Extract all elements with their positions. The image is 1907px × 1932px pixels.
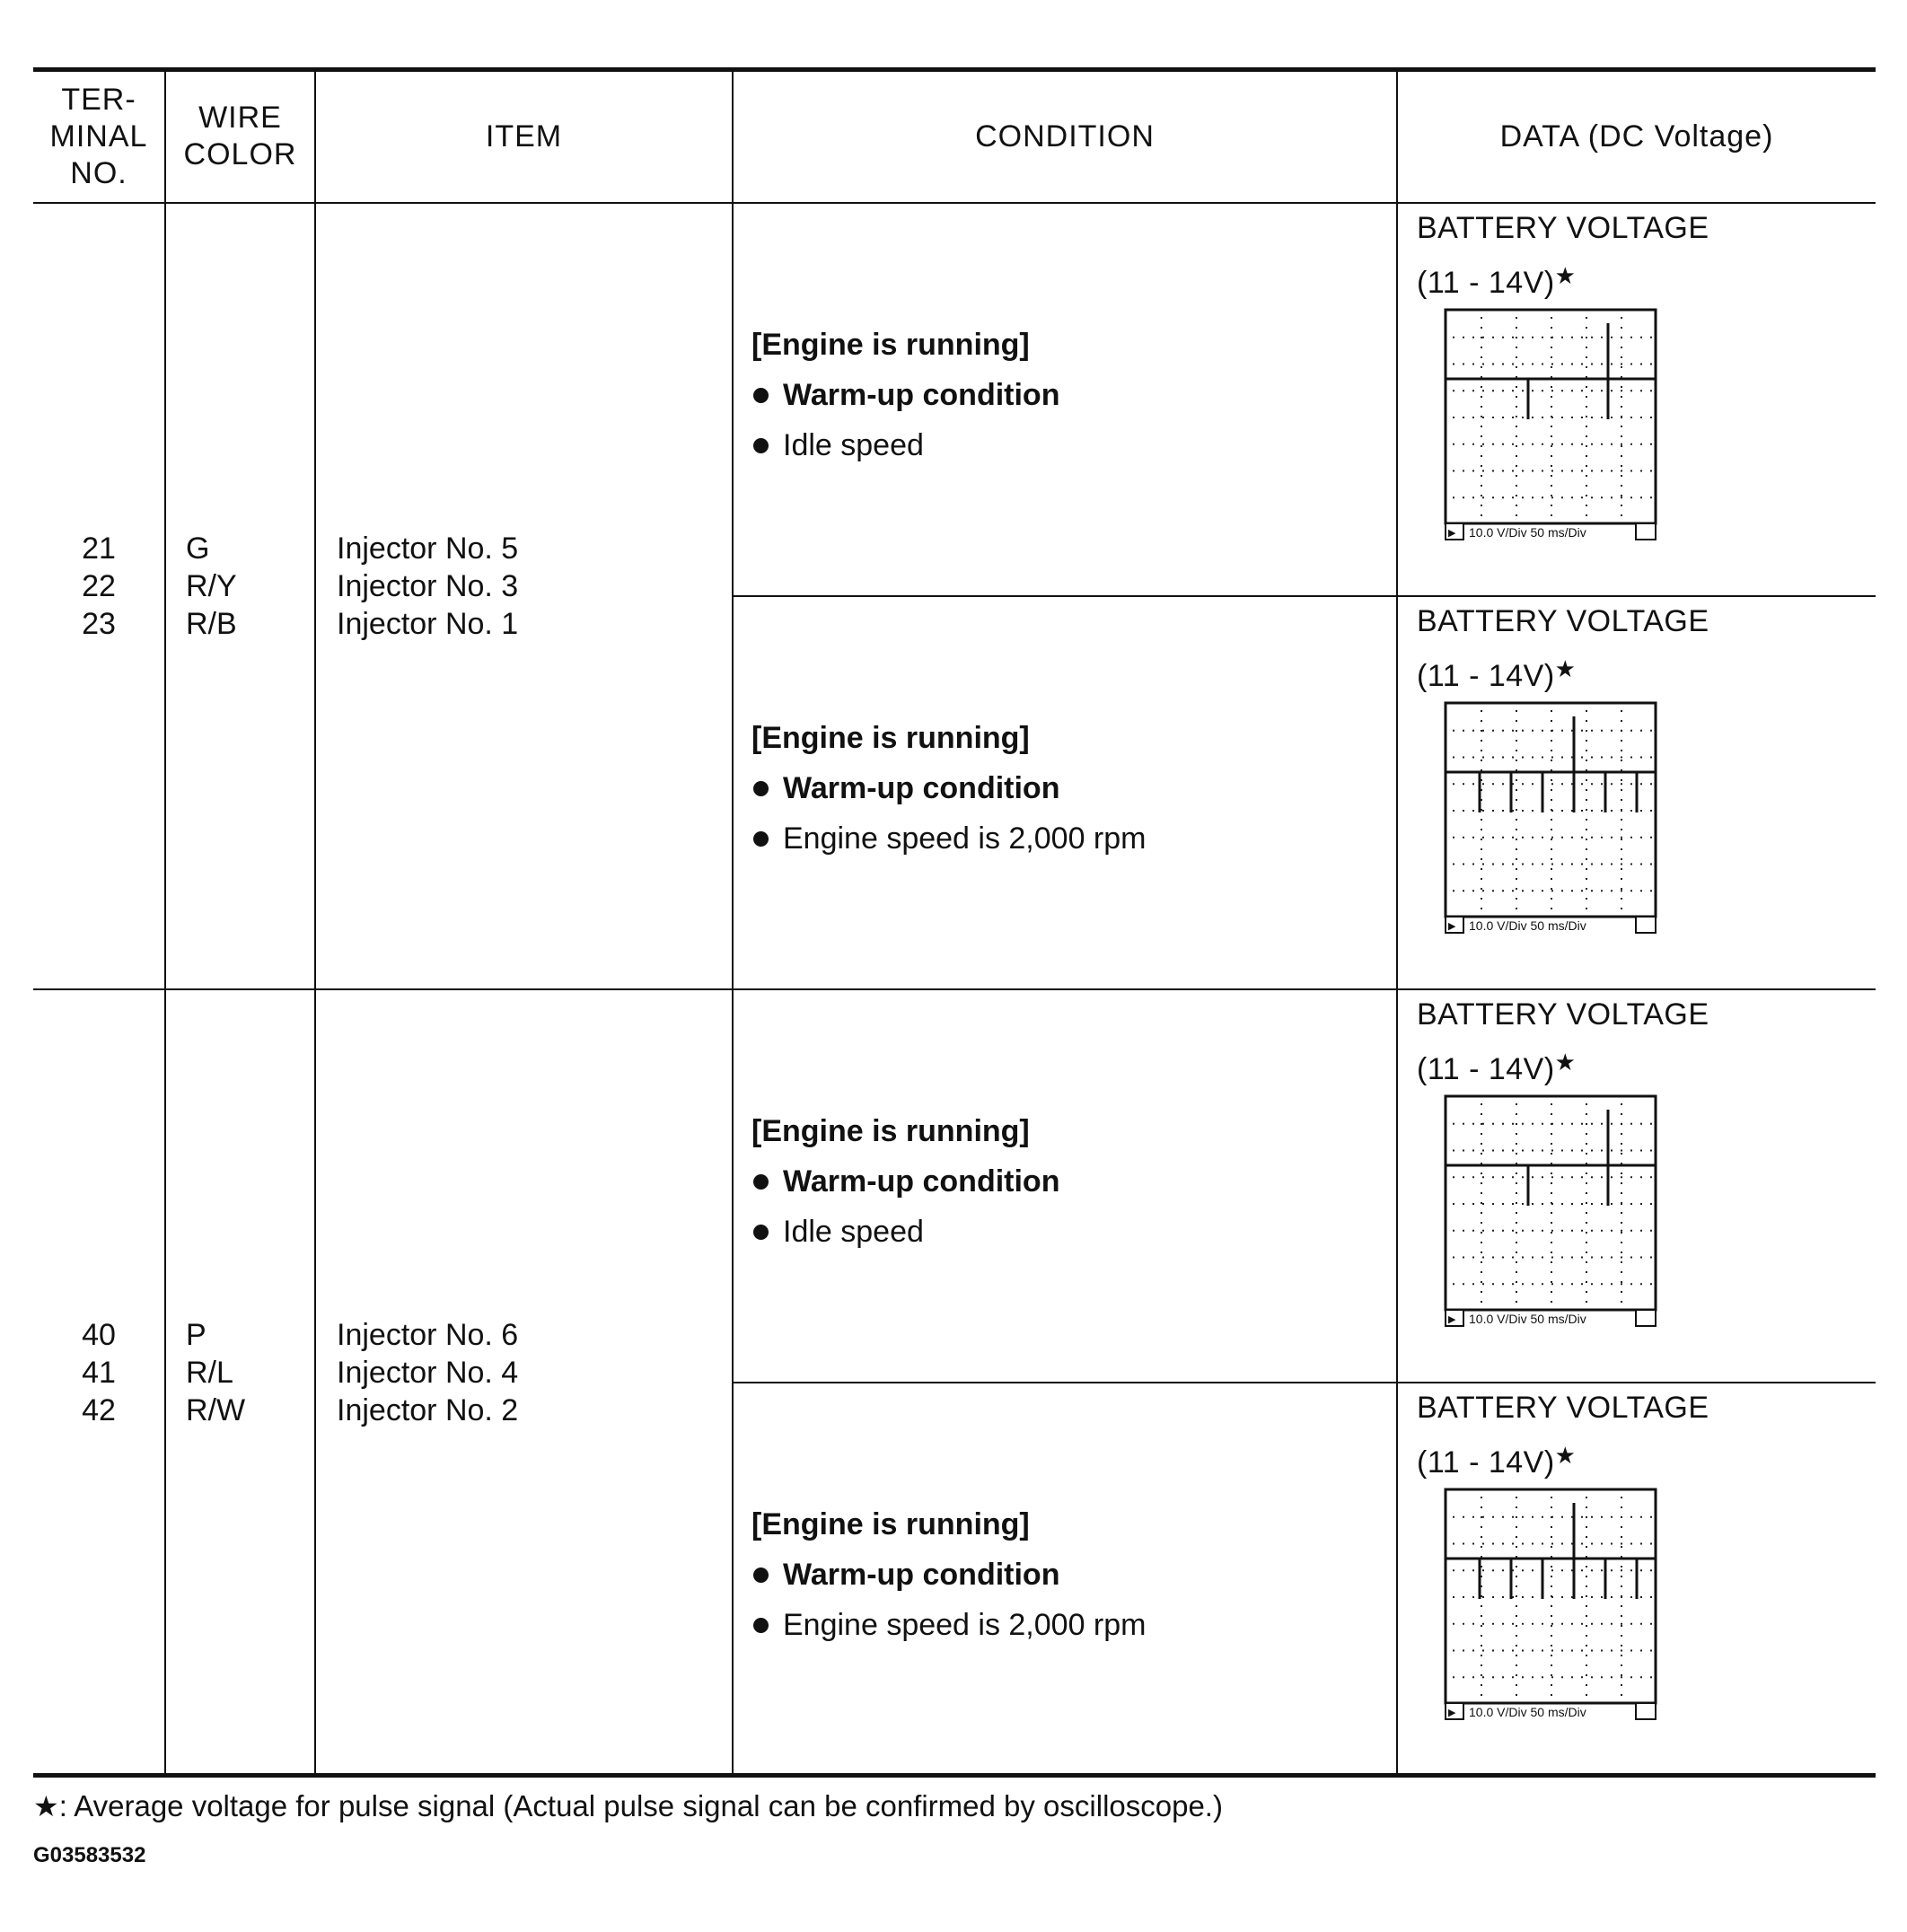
data-cell: BATTERY VOLTAGE (11 - 14V)★ bbox=[1417, 604, 1709, 693]
bullet-icon bbox=[753, 1618, 769, 1633]
oscilloscope-waveform bbox=[1444, 701, 1657, 936]
figure-id: G03583532 bbox=[33, 1843, 146, 1867]
bullet-icon bbox=[753, 831, 769, 847]
star-icon: ★ bbox=[1554, 262, 1577, 289]
scope-scale-label: 10.0 V/Div 50 ms/Div bbox=[1469, 1705, 1586, 1719]
condition-cell: [Engine is running] Warm-up condition Engine speed is 2,000 rpm bbox=[751, 721, 1147, 856]
row-divider bbox=[733, 1382, 1876, 1383]
header-item: ITEM bbox=[485, 119, 563, 154]
star-icon: ★ bbox=[33, 1790, 59, 1822]
oscilloscope-screen bbox=[1444, 1094, 1657, 1330]
row-divider bbox=[733, 595, 1876, 597]
header-condition: CONDITION bbox=[975, 119, 1155, 154]
item-names: Injector No. 6 Injector No. 4 Injector No. 2 bbox=[337, 1318, 519, 1427]
scope-scale-label: 10.0 V/Div 50 ms/Div bbox=[1469, 1312, 1586, 1326]
data-cell: BATTERY VOLTAGE (11 - 14V)★ bbox=[1417, 211, 1709, 300]
scope-scale-label: 10.0 V/Div 50 ms/Div bbox=[1469, 525, 1586, 540]
play-icon: ▶ bbox=[1448, 920, 1456, 932]
wire-colors: P R/L R/W bbox=[186, 1318, 246, 1427]
terminal-numbers: 21 22 23 bbox=[82, 531, 116, 641]
header-terminal-no: TER- MINAL NO. bbox=[49, 82, 148, 190]
star-icon: ★ bbox=[1554, 1049, 1577, 1076]
condition-cell: [Engine is running] Warm-up condition Engine speed is 2,000 rpm bbox=[751, 1507, 1147, 1642]
play-icon: ▶ bbox=[1448, 527, 1456, 539]
scope-scale-label: 10.0 V/Div 50 ms/Div bbox=[1469, 918, 1586, 933]
oscilloscope-waveform bbox=[1444, 308, 1657, 543]
header-data: DATA (DC Voltage) bbox=[1499, 119, 1774, 154]
oscilloscope-screen bbox=[1444, 701, 1657, 936]
play-icon: ▶ bbox=[1448, 1313, 1456, 1325]
oscilloscope-screen bbox=[1444, 1488, 1657, 1723]
condition-cell: [Engine is running] Warm-up condition Idle speed bbox=[751, 328, 1060, 462]
wire-colors: G R/Y R/B bbox=[186, 531, 237, 641]
oscilloscope-waveform bbox=[1444, 1094, 1657, 1330]
header-divider bbox=[33, 202, 1876, 204]
bullet-icon bbox=[753, 781, 769, 796]
star-icon: ★ bbox=[1554, 1442, 1577, 1469]
play-icon: ▶ bbox=[1448, 1707, 1456, 1718]
header-wire-color: WIRE COLOR bbox=[183, 101, 297, 171]
terminal-numbers: 40 41 42 bbox=[82, 1318, 116, 1427]
bullet-icon bbox=[753, 388, 769, 403]
bullet-icon bbox=[753, 1225, 769, 1240]
bullet-icon bbox=[753, 1568, 769, 1583]
condition-cell: [Engine is running] Warm-up condition Idle speed bbox=[751, 1114, 1060, 1249]
data-cell: BATTERY VOLTAGE (11 - 14V)★ bbox=[1417, 997, 1709, 1086]
data-cell: BATTERY VOLTAGE (11 - 14V)★ bbox=[1417, 1391, 1709, 1480]
column-divider bbox=[164, 71, 166, 1774]
footnote: ★: Average voltage for pulse signal (Actual pulse signal can be confirmed by oscilloscope.) bbox=[33, 1789, 1223, 1822]
column-divider bbox=[732, 71, 734, 1774]
oscilloscope-waveform bbox=[1444, 1488, 1657, 1723]
star-icon: ★ bbox=[1554, 655, 1577, 682]
oscilloscope-screen bbox=[1444, 308, 1657, 543]
bullet-icon bbox=[753, 1174, 769, 1190]
group-divider bbox=[33, 988, 1876, 990]
bullet-icon bbox=[753, 438, 769, 453]
column-divider bbox=[1396, 71, 1398, 1774]
column-divider bbox=[314, 71, 316, 1774]
item-names: Injector No. 5 Injector No. 3 Injector No. 1 bbox=[337, 531, 519, 641]
table-bottom-rule bbox=[33, 1773, 1876, 1778]
